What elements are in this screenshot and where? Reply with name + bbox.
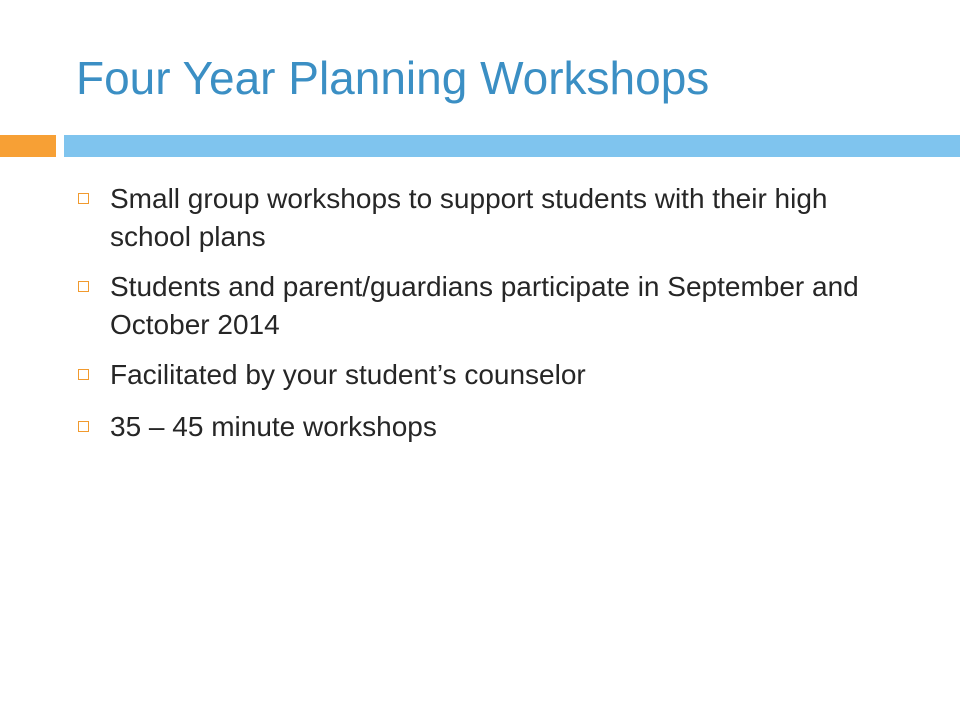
bullet-text: Small group workshops to support students with their high school plans <box>110 183 828 252</box>
bullet-item <box>76 408 906 446</box>
bullet-list <box>76 180 906 458</box>
accent-bar-blue <box>64 135 960 157</box>
hollow-square-bullet-icon <box>78 421 89 432</box>
bullet-item <box>76 180 906 256</box>
bullet-text: Students and parent/guardians participate in September and October 2014 <box>110 271 859 340</box>
bullet-item <box>76 268 906 344</box>
bullet-item <box>76 356 906 394</box>
hollow-square-bullet-icon <box>78 369 89 380</box>
accent-bar-orange <box>0 135 56 157</box>
bullet-text: 35 – 45 minute workshops <box>110 411 437 442</box>
slide-title: Four Year Planning Workshops <box>76 52 710 104</box>
bullet-text: Facilitated by your student’s counselor <box>110 359 586 390</box>
hollow-square-bullet-icon <box>78 281 89 292</box>
hollow-square-bullet-icon <box>78 193 89 204</box>
